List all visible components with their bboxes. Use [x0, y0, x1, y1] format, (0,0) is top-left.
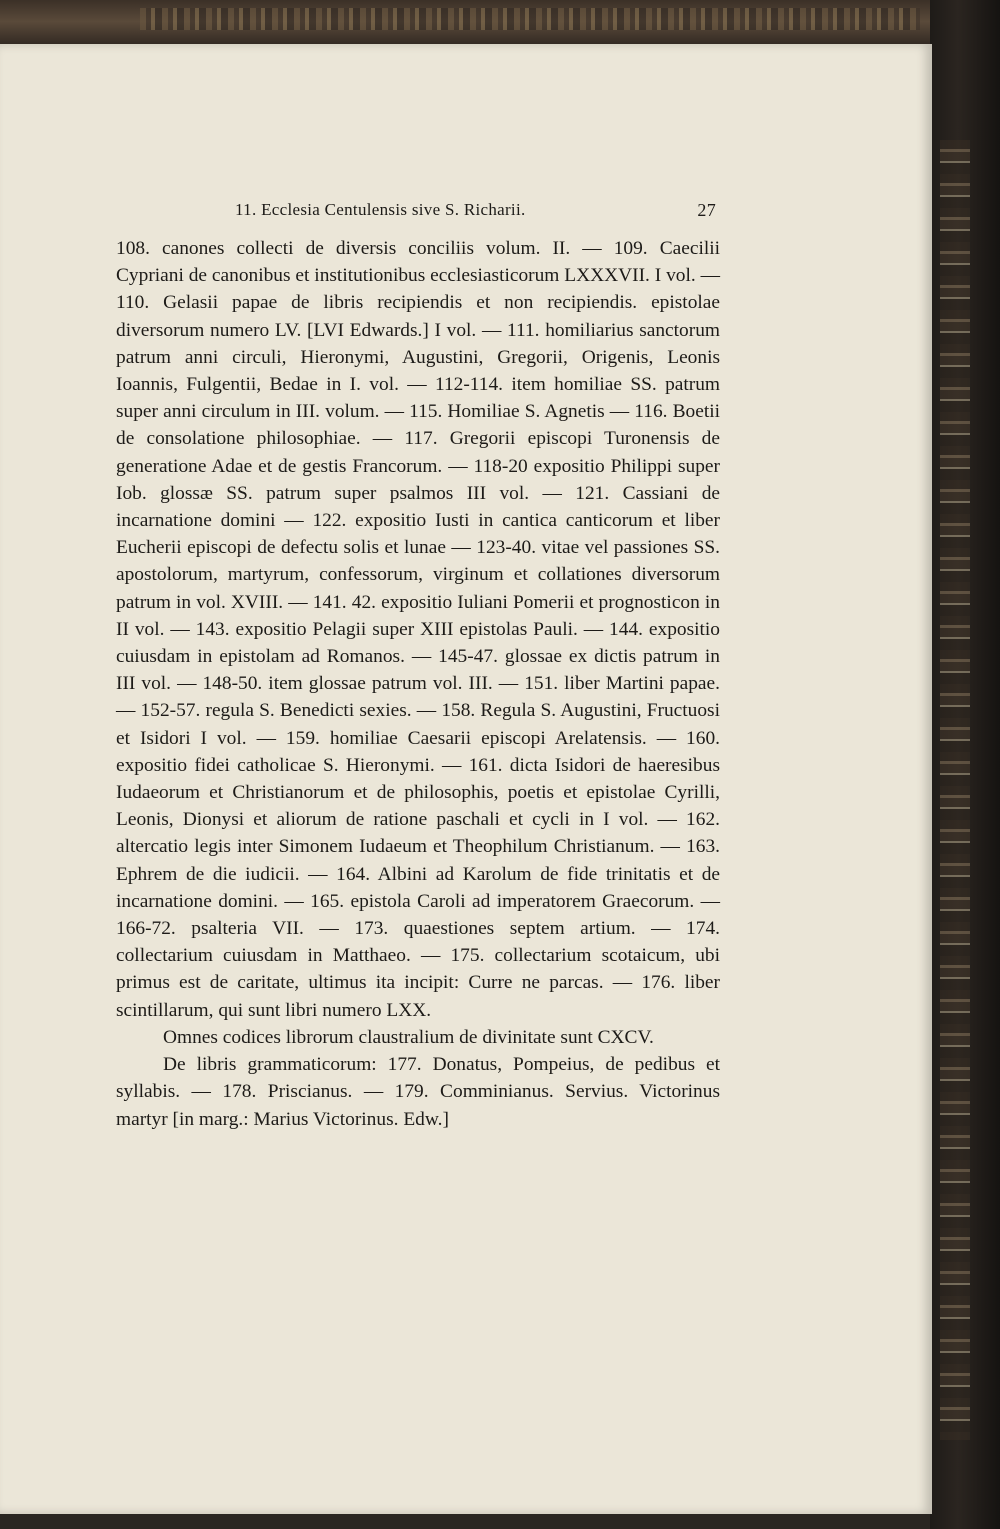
book-spine — [930, 0, 1000, 1529]
page-number: 27 — [697, 200, 716, 220]
running-title: 11. Ecclesia Centulensis sive S. Richarii. — [235, 200, 526, 219]
running-head — [116, 200, 720, 226]
body-text — [116, 235, 720, 1133]
catalogue-paragraph: 108. canones collecti de diversis conciliis volum. II. — 109. Caecilii Cypriani de canonibus et institutionibus ecclesiasticorum LXXXVII. I vol. — 110. Gelasii papae de libris recipiendis et non recipiendis. epistolae diversorum numero LV. [LVI Edwards.] I vol. — 111. homiliarius sanctorum patrum anni circuli, Hieronymi, Augustini, Gregorii, Origenis, Leonis Ioannis, Fulgentii, Bedae in I. vol. — 112-114. item homiliae SS. patrum super anni circulum in III. volum. — 115. Homiliae S. Agnetis — 116. Boetii de consolatione philosophiae. — 117. Gregorii episcopi Turonensis de generatione Adae et de gestis Francorum. — 118-20 expositio Philippi super Iob. glossæ SS. patrum super psalmos III vol. — 121. Cassiani de incarnatione domini — 122. expositio Iusti in cantica canticorum et liber Eucherii episcopi de defectu solis et lunae — 123-40. vitae vel passiones SS. apostolorum, martyrum, confessorum, virginum et collationes diversorum patrum in vol. XVIII. — 141. 42. expositio Iuliani Pomerii et prognosticon in II vol. — 143. expositio Pelagii super XIII epistolas Pauli. — 144. expositio cuiusdam in epistolam ad Romanos. — 145-47. glossae ex dictis patrum in III vol. — 148-50. item glossae patrum vol. III. — 151. liber Martini papae. — 152-57. regula S. Benedicti sexies. — 158. Regula S. Augustini, Fructuosi et Isidori I vol. — 159. homiliae Caesarii episcopi Arelatensis. — 160. expositio fidei catholicae S. Hieronymi. — 161. dicta Isidori de haeresibus Iudaeorum et Christianorum et de philosophis, poetis et epistolae Cyrilli, Leonis, Dionysi et aliorum de ratione paschali et cycli in I vol. — 162. altercatio legis inter Simonem Iudaeum et Theophilum Christianum. — 163. Ephrem de die iudicii. — 164. Albini ad Karolum de fide trinitatis et de incarnatione domini. — 165. epistola Caroli ad imperatorem Graecorum. — 166-72. psalteria VII. — 173. quaestiones septem artium. — 174. collectarium cuiusdam in Matthaeo. — 175. collectarium scotaicum, ubi primus est de caritate, ultimus ita incipit: Curre ne parcas. — 176. liber scintillarum, qui sunt libri numero LXX. — [116, 238, 720, 1021]
book-page — [0, 44, 932, 1514]
grammar-books-paragraph: De libris grammaticorum: 177. Donatus, Pompeius, de pedibus et syllabis. — 178. Priscianus. — 179. Comminianus. Servius. Victorinus martyr [in marg.: Marius Victorinus. Edw.] — [116, 1054, 720, 1130]
book-top-edge — [0, 0, 1000, 48]
summary-paragraph: Omnes codices librorum claustralium de divinitate sunt CXCV. — [163, 1026, 654, 1048]
